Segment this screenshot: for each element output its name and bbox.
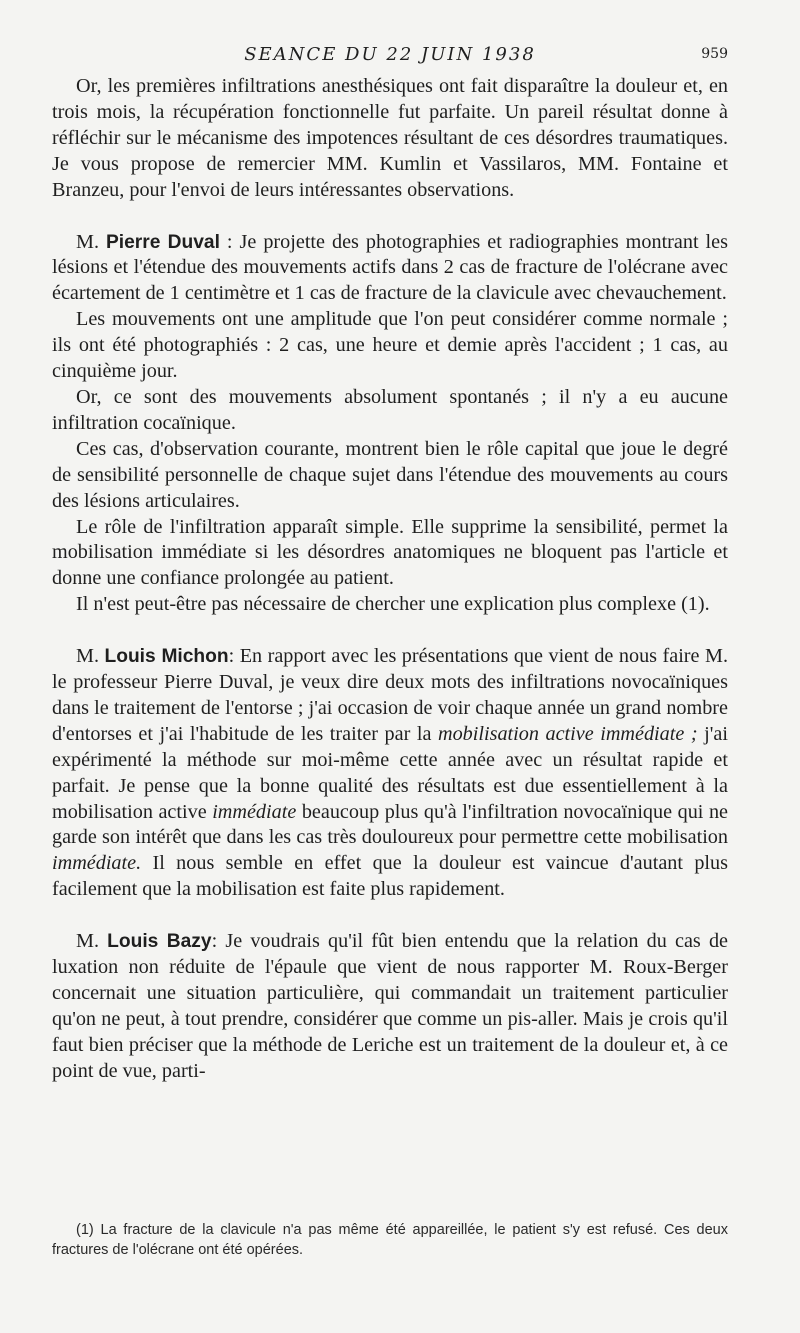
running-title: SEANCE DU 22 JUIN 1938 [244,44,536,65]
paragraph-bazy [52,929,728,1084]
speaker-name-bazy: Louis Bazy [107,931,212,953]
page-number: 959 [701,46,728,62]
running-header [52,40,728,74]
michon-emphasis-3: immédiate. [52,852,142,875]
bazy-statement: : Je voudrais qu'il fût bien entendu que la relation du cas de luxation non réduite de l'épaule que vient de nous rapporter M. Roux-Berger concernait une situation particulière, qui commandait un traitement particulier qu'on ne peut, à tout prendre, considérer que comme un pis-aller. Mais je crois qu'il faut bien préciser que la méthode de Leriche est un traitement de la douleur et, à ce point de vue, parti- [52,930,729,1082]
michon-statement-part-1: : En rapport avec les présentations que vient de nous faire M. le professeur Pierre Duval, je veux dire deux mots des infiltrations novocaïniques dans le traitement de l'entorse ; j'ai occasion de voir chaque année un grand nombre d'entorses et j'ai l'habitude de les traiter par la [52,645,728,745]
paragraph-infiltration-role: Le rôle de l'infiltration apparaît simple. Elle supprime la sensibilité, permet la mobilisation immédiate si les désordres anatomiques ne bloquent pas l'article et donne une confiance prolongée au patient. [52,515,728,590]
speaker-name-duval: Pierre Duval [106,231,220,253]
paragraph-infiltrations-result: Or, les premières infiltrations anesthésiques ont fait disparaître la douleur et, en trois mois, la récupération fonctionnelle fut parfaite. Un pareil résultat donne à réfléchir sur le mécanisme des impotences résultant de ces désordres traumatiques. Je vous propose de remercier MM. Kumlin et Vassilaros, MM. Fontaine et Branzeu, pour l'envoi de leurs intéressantes observations. [52,75,728,201]
speaker-title: M. [76,230,106,253]
michon-statement-part-4: Il nous semble en effet que la douleur est vaincue d'autant plus facilement que la mobilisation est faite plus rapidement. [52,852,728,901]
speaker-title: M. [76,930,108,953]
paragraph-movements-amplitude: Les mouvements ont une amplitude que l'on peut considérer comme normale ; ils ont été photographiés : 2 cas, une heure et demie après l'accident ; 1 cas, au cinquième jour. [52,308,728,383]
speaker-title: M. [76,645,105,668]
journal-page [52,40,728,1310]
michon-statement-part-2: j'ai expérimenté la méthode sur moi-même cette année avec un résultat rapide et parfait. Je pense que la bonne qualité des résultats est due essentiellement à la mobilisation active [52,722,728,823]
paragraph-duval-intro [52,230,728,308]
michon-emphasis-2: immédiate [212,800,297,823]
michon-emphasis-1: mobilisation active immédiate ; [438,722,698,745]
paragraph-michon [52,644,728,903]
footnote: (1) La fracture de la clavicule n'a pas même été appareillée, le patient s'y est refusé. Ces deux fractures de l'olécrane ont été opérées. [52,1222,728,1258]
paragraph-spontaneous-movements: Or, ce sont des mouvements absolument spontanés ; il n'y a eu aucune infiltration cocaïnique. [52,385,728,434]
michon-statement-part-3: beaucoup plus qu'à l'infiltration novocaïnique qui ne garde son intérêt que dans les cas très douloureux pour permettre cette mobilisation [52,800,728,849]
paragraph-sensitivity: Ces cas, d'observation courante, montrent bien le rôle capital que joue le degré de sensibilité personnelle de chaque sujet dans l'étendue des mouvements au cours des lésions articulaires. [52,437,728,512]
speaker-name-michon: Louis Michon [104,646,229,668]
paragraph-explanation: Il n'est peut-être pas nécessaire de chercher une explication plus complexe (1). [76,593,710,616]
body-text [52,74,728,1085]
duval-statement: : Je projette des photographies et radiographies montrant les lésions et l'étendue des mouvements actifs dans 2 cas de fracture de l'olécrane avec écartement de 1 centimètre et 1 cas de fracture de la clavicule avec chevauchement. [52,230,728,305]
